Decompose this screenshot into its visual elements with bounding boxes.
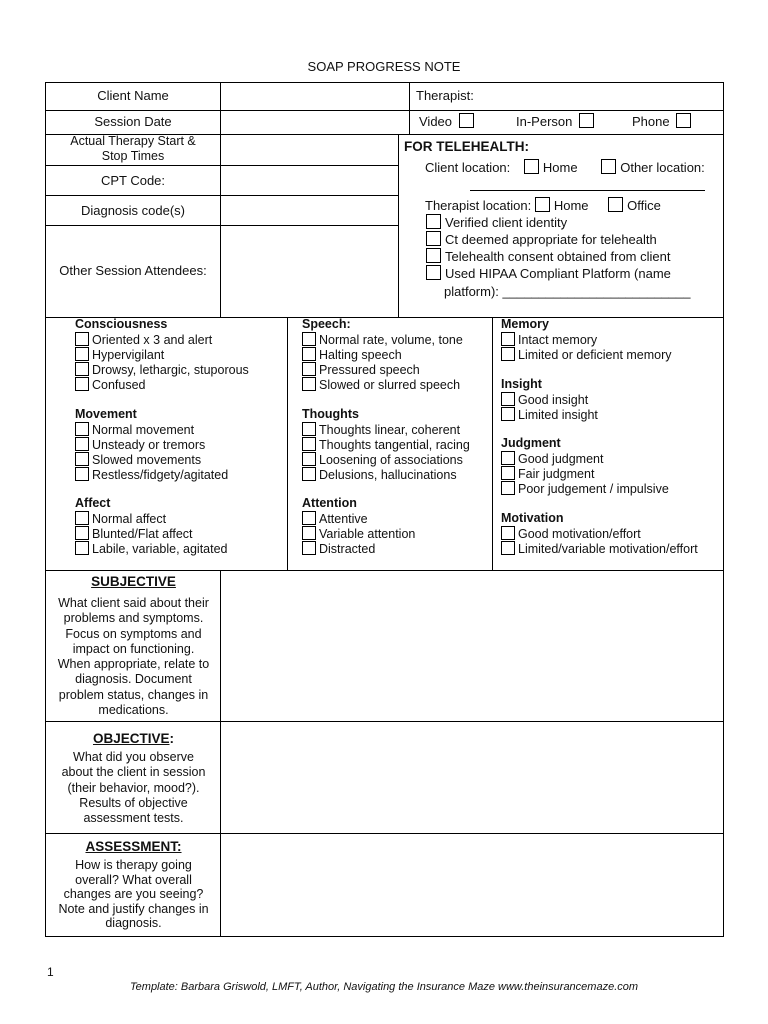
verified-identity-label: Verified client identity — [445, 215, 568, 230]
mse-option-label: Fair judgment — [518, 467, 595, 481]
assessment-field[interactable] — [221, 834, 723, 936]
mse-checkbox[interactable] — [501, 466, 515, 480]
mse-checkbox[interactable] — [75, 437, 89, 451]
phone-checkbox[interactable] — [676, 113, 691, 128]
video-label: Video — [419, 114, 453, 129]
mse-option-label: Limited or deficient memory — [518, 348, 672, 362]
mse-option-label: Limited insight — [518, 407, 598, 422]
mse-checkbox[interactable] — [302, 526, 316, 540]
mse-checkbox[interactable] — [75, 347, 89, 361]
subjective-field[interactable] — [221, 571, 723, 721]
mse-option[interactable] — [501, 332, 597, 348]
mse-option[interactable] — [75, 467, 228, 483]
page-title: SOAP PROGRESS NOTE — [307, 59, 461, 74]
mse-option[interactable] — [501, 466, 594, 482]
mse-checkbox[interactable] — [501, 541, 515, 555]
mse-option[interactable] — [302, 541, 375, 557]
diagnosis-codes-field[interactable] — [221, 196, 397, 225]
mse-option-label: Normal movement — [92, 422, 195, 437]
therapist-office-checkbox[interactable] — [608, 197, 623, 212]
mse-option[interactable] — [75, 511, 166, 527]
mse-checkbox[interactable] — [75, 377, 89, 391]
client-other-location-checkbox[interactable] — [601, 159, 616, 174]
objective-field[interactable] — [221, 722, 723, 833]
mse-checkbox[interactable] — [302, 467, 316, 481]
mse-checkbox[interactable] — [75, 362, 89, 376]
therapist-home-checkbox[interactable] — [535, 197, 550, 212]
mse-option[interactable] — [75, 377, 146, 393]
mse-option[interactable] — [302, 467, 457, 483]
mse-option-label: Oriented x 3 and alert — [92, 333, 213, 347]
mse-checkbox[interactable] — [302, 511, 316, 525]
mse-checkbox[interactable] — [501, 347, 515, 361]
mse-option[interactable] — [75, 347, 164, 363]
mse-option[interactable] — [501, 392, 588, 408]
client-location-label: Client location: — [425, 160, 511, 175]
mse-heading-thoughts: Thoughts — [302, 406, 359, 421]
mse-option[interactable] — [302, 422, 460, 438]
mse-option-label: Loosening of associations — [319, 452, 463, 467]
mse-heading-memory: Memory — [501, 317, 549, 331]
therapist-location-label: Therapist location: — [425, 198, 532, 213]
phone-label: Phone — [632, 114, 670, 129]
mse-checkbox[interactable] — [75, 332, 89, 346]
therapist-label: Therapist: — [416, 88, 474, 103]
mse-option[interactable] — [75, 362, 249, 378]
assessment-title: ASSESSMENT: — [85, 839, 182, 854]
mse-checkbox[interactable] — [75, 526, 89, 540]
mse-option[interactable] — [501, 451, 603, 467]
subjective-title: SUBJECTIVE — [91, 574, 176, 589]
mse-checkbox[interactable] — [302, 362, 316, 376]
mse-option[interactable] — [75, 437, 205, 453]
mse-option[interactable] — [501, 347, 672, 363]
mse-option[interactable] — [75, 422, 194, 438]
mse-heading-judgment: Judgment — [501, 436, 561, 450]
therapist-field[interactable] — [480, 83, 722, 110]
mse-option-label: Variable attention — [319, 527, 416, 541]
mse-option-label: Delusions, hallucinations — [319, 467, 457, 482]
mse-option-label: Slowed or slurred speech — [319, 378, 461, 392]
hipaa-platform-label: Used HIPAA Compliant Platform (name — [445, 266, 671, 281]
page-number: 1 — [47, 965, 54, 979]
mse-option[interactable] — [501, 526, 641, 542]
mse-heading-movement: Movement — [75, 406, 137, 421]
mse-option[interactable] — [302, 526, 415, 542]
footer-credit: Template: Barbara Griswold, LMFT, Author, Navigating the Insurance Maze www.theinsurancemaze.com — [129, 981, 639, 993]
objective-title: OBJECTIVE: — [92, 731, 175, 746]
mse-option[interactable] — [75, 452, 201, 468]
telehealth-consent-label: Telehealth consent obtained from client — [445, 249, 671, 264]
video-checkbox[interactable] — [459, 113, 474, 128]
mse-option-label: Good judgment — [518, 452, 604, 466]
telehealth-consent-checkbox[interactable] — [426, 248, 441, 263]
mse-option-label: Poor judgement / impulsive — [518, 482, 669, 496]
mse-option-label: Confused — [92, 378, 146, 392]
mse-checkbox[interactable] — [302, 541, 316, 555]
mse-option[interactable] — [302, 452, 463, 468]
subjective-description: What client said about their problems and symptoms. Focus on symptoms and impact on functioning. When appropriate, relate to diagnosis. Document problem status, changes in medications. — [57, 596, 210, 718]
mse-option-label: Pressured speech — [319, 363, 420, 377]
mse-checkbox[interactable] — [501, 407, 515, 421]
session-date-field[interactable] — [221, 111, 408, 134]
mse-option-label: Attentive — [319, 512, 368, 526]
mse-checkbox[interactable] — [75, 467, 89, 481]
mse-checkbox[interactable] — [302, 437, 316, 451]
objective-description: What did you observe about the client in session (their behavior, mood?). Results of objective assessment tests. — [61, 750, 206, 826]
mse-checkbox[interactable] — [501, 526, 515, 540]
mse-option-label: Unsteady or tremors — [92, 437, 206, 452]
appropriate-telehealth-checkbox[interactable] — [426, 231, 441, 246]
mse-option-label: Good motivation/effort — [518, 526, 641, 541]
mse-option-label: Intact memory — [518, 333, 598, 347]
mse-option-label: Thoughts tangential, racing — [319, 437, 470, 452]
appropriate-telehealth-label: Ct deemed appropriate for telehealth — [445, 232, 657, 247]
mse-option-label: Good insight — [518, 392, 589, 407]
mse-option[interactable] — [302, 332, 463, 348]
mse-option-label: Limited/variable motivation/effort — [518, 541, 698, 556]
mse-heading-motivation: Motivation — [501, 510, 564, 525]
in-person-label: In-Person — [516, 114, 573, 129]
client-home-checkbox[interactable] — [524, 159, 539, 174]
client-name-label: Client Name — [97, 88, 169, 103]
mse-option[interactable] — [501, 541, 698, 557]
verified-identity-checkbox[interactable] — [426, 214, 441, 229]
other-location-line[interactable] — [470, 190, 705, 191]
mse-option-label: Halting speech — [319, 348, 402, 362]
mse-checkbox[interactable] — [501, 332, 515, 346]
mse-option-label: Hypervigilant — [92, 348, 165, 362]
mse-heading-affect: Affect — [75, 496, 111, 510]
client-name-field[interactable] — [221, 83, 408, 110]
mse-option[interactable] — [75, 541, 228, 557]
therapist-home-label: Home — [553, 198, 589, 213]
in-person-checkbox[interactable] — [579, 113, 594, 128]
mse-option-label: Drowsy, lethargic, stuporous — [92, 363, 249, 377]
mse-option[interactable] — [302, 511, 368, 527]
mse-option[interactable] — [75, 332, 212, 348]
mse-checkbox[interactable] — [302, 332, 316, 346]
client-other-location-label: Other location: — [620, 160, 705, 175]
mse-option-label: Normal affect — [92, 512, 167, 526]
mse-option[interactable] — [302, 362, 420, 378]
telehealth-heading: FOR TELEHEALTH: — [404, 139, 529, 154]
start-stop-label: Actual Therapy Start & Stop Times — [70, 134, 196, 163]
mse-option-label: Normal rate, volume, tone — [319, 333, 463, 347]
cpt-code-field[interactable] — [221, 166, 397, 195]
mse-option[interactable] — [302, 377, 460, 393]
mse-checkbox[interactable] — [75, 511, 89, 525]
mse-option-label: Restless/fidgety/agitated — [92, 467, 229, 482]
mse-checkbox[interactable] — [501, 392, 515, 406]
platform-name-line[interactable]: platform): __________________________ — [444, 284, 691, 299]
mse-option-label: Distracted — [319, 542, 376, 556]
mse-option-label: Thoughts linear, coherent — [319, 422, 461, 437]
mse-checkbox[interactable] — [501, 451, 515, 465]
hipaa-platform-checkbox[interactable] — [426, 265, 441, 280]
mse-checkbox[interactable] — [75, 422, 89, 436]
mse-checkbox[interactable] — [302, 347, 316, 361]
mse-checkbox[interactable] — [302, 452, 316, 466]
mse-checkbox[interactable] — [302, 377, 316, 391]
mse-option-label: Blunted/Flat affect — [92, 527, 193, 541]
mse-option-label: Slowed movements — [92, 452, 202, 467]
other-attendees-field[interactable] — [221, 226, 397, 317]
mse-option[interactable] — [501, 407, 598, 423]
mse-checkbox[interactable] — [75, 541, 89, 555]
mse-heading-attention: Attention — [302, 496, 357, 510]
start-stop-field[interactable] — [221, 135, 397, 165]
client-home-label: Home — [542, 160, 578, 175]
mse-checkbox[interactable] — [302, 422, 316, 436]
mse-checkbox[interactable] — [75, 452, 89, 466]
mse-option-label: Labile, variable, agitated — [92, 542, 228, 556]
mse-option[interactable] — [302, 437, 470, 453]
session-date-label: Session Date — [94, 114, 172, 129]
assessment-description: How is therapy going overall? What overall changes are you seeing? Note and justify changes in diagnosis. — [58, 858, 209, 930]
mse-option[interactable] — [302, 347, 402, 363]
therapist-office-label: Office — [627, 198, 661, 213]
mse-heading-speech: Speech: — [302, 317, 351, 331]
diagnosis-codes-label: Diagnosis code(s) — [80, 203, 186, 218]
cpt-code-label: CPT Code: — [100, 173, 166, 188]
mse-checkbox[interactable] — [501, 481, 515, 495]
mse-option[interactable] — [501, 481, 669, 497]
mse-heading-insight: Insight — [501, 376, 542, 391]
mse-option[interactable] — [75, 526, 193, 542]
mse-heading-consciousness: Consciousness — [75, 317, 168, 331]
other-attendees-label: Other Session Attendees: — [59, 263, 207, 278]
